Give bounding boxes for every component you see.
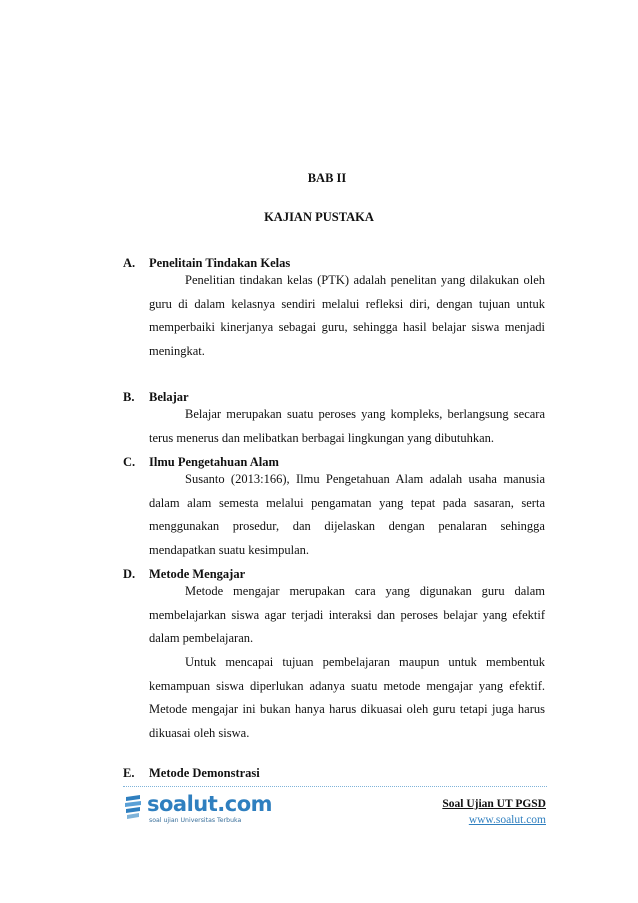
paragraph-metode-1: Metode mengajar merupakan cara yang digunakan guru dalam membelajarkan siswa agar terjadi interaksi dan peroses belajar yang efektif dalam pembelajaran. [149, 584, 545, 645]
section-title: Ilmu Pengetahuan Alam [149, 455, 279, 469]
paragraph-metode-2: Untuk mencapai tujuan pembelajaran maupun untuk membentuk kemampuan siswa diperlukan adanya suatu metode mengajar yang efektif. Metode mengajar ini bukan hanya harus dikuasai oleh guru tetapi juga harus dikuasai oleh siswa. [149, 655, 545, 740]
section-title: Belajar [149, 390, 189, 404]
logo-wordmark: soalut.com [147, 792, 273, 816]
section-letter: B. [123, 390, 135, 404]
section-heading-e [123, 765, 260, 781]
section-letter: C. [123, 455, 136, 469]
chapter-number: BAB II [307, 171, 347, 185]
section-letter: E. [123, 766, 135, 780]
section-title: Penelitain Tindakan Kelas [149, 256, 291, 270]
section-letter: D. [123, 567, 136, 581]
chapter-title: KAJIAN PUSTAKA [264, 210, 374, 224]
paragraph-ipa: Susanto (2013:166), Ilmu Pengetahuan Alam adalah usaha manusia dalam alam semesta melalui pengamatan yang tepat pada sasaran, serta menggunakan prosedur, dan dijelaskan dengan penalaran sehingga mendapatkan suatu kesimpulan. [149, 472, 545, 557]
section-letter: A. [123, 256, 136, 270]
logo-tagline: soal ujian Universitas Terbuka [149, 817, 242, 824]
section-title: Metode Mengajar [149, 567, 246, 581]
footer-divider [123, 786, 547, 787]
section-title: Metode Demonstrasi [149, 766, 260, 780]
book-stack-icon [123, 794, 145, 820]
paragraph-ptk: Penelitian tindakan kelas (PTK) adalah penelitan yang dilakukan oleh guru di dalam kelasnya sendiri melalui refleksi diri, dengan tujuan untuk memperbaiki kinerjanya sebagai guru, sehingga hasil belajar siswa menjadi meningkat. [149, 273, 545, 358]
paragraph-belajar: Belajar merupakan suatu peroses yang kompleks, berlangsung secara terus menerus dan melibatkan berbagai lingkungan yang dibutuhkan. [149, 407, 545, 445]
soalut-logo [123, 790, 303, 830]
footer-brand: Soal Ujian UT PGSD [442, 798, 546, 810]
footer-url-link[interactable]: www.soalut.com [468, 814, 546, 826]
